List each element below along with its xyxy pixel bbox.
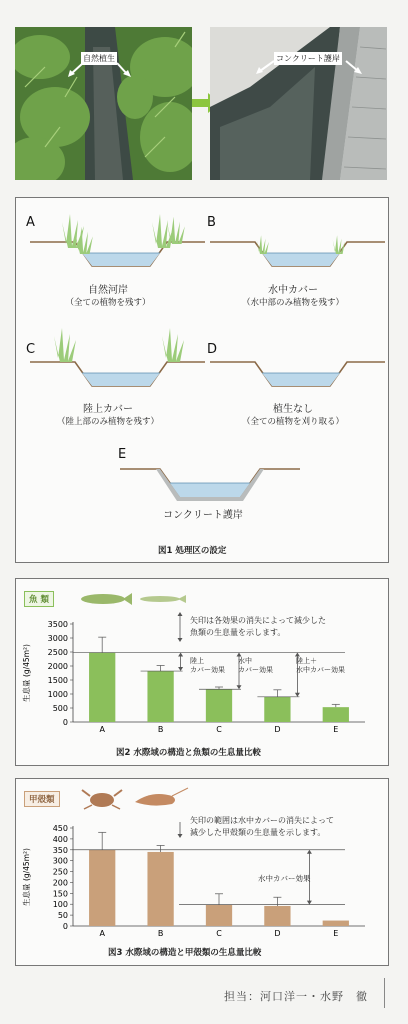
footer-divider (384, 978, 385, 1008)
bar-E (323, 921, 349, 926)
panel-d-desc: （全ての植物を刈り取る） (241, 417, 344, 427)
fish-effect-both-1: 陸上＋ (296, 657, 317, 665)
panel-b-name: 水中カバー (268, 285, 318, 296)
x-tick-label-B: B (157, 725, 164, 734)
crab-chart (15, 822, 387, 942)
fish-effect-water-1: 水中 (238, 657, 252, 665)
x-tick-label-C: C (216, 725, 222, 734)
bar-D (264, 906, 290, 926)
y-tick-label: 0 (62, 718, 68, 727)
y-tick-label: 100 (52, 900, 68, 910)
panel-letter-c: C (26, 342, 36, 357)
crab-water-cover-arrow-head-bottom (307, 901, 312, 905)
panel-c-name: 陸上カバー (83, 404, 133, 415)
panel-letter-b: B (207, 215, 216, 230)
y-tick-label: 1000 (47, 690, 68, 699)
fish-effect-water-2: カバー効果 (238, 666, 273, 674)
concrete-bank-photo (210, 27, 387, 180)
author-credit: 担当：河口洋一・水野 徹 (224, 990, 368, 1003)
bar-A (89, 653, 115, 722)
y-tick-label: 400 (52, 834, 68, 844)
diagram-b (210, 235, 385, 266)
x-tick-label-E: E (333, 929, 339, 938)
crab-shrimp-icon (80, 786, 190, 810)
x-tick-label-E: E (333, 725, 339, 734)
y-tick-label: 50 (57, 911, 68, 921)
water-cover-arrow-head-bottom (237, 685, 242, 689)
bar-B (147, 671, 173, 722)
y-tick-label: 250 (52, 867, 68, 877)
figure1-title: 図1 処理区の設定 (158, 546, 227, 556)
natural-vegetation-photo (15, 27, 192, 180)
panel-e-name: コンクリート護岸 (163, 510, 243, 521)
panel-letter-a: A (26, 215, 35, 230)
crab-tag: 甲殻類 (24, 791, 60, 807)
figure3-title: 図3 水際域の構造と甲殻類の生息量比較 (108, 948, 262, 958)
bar-C (206, 689, 232, 722)
crab-note-line1: 矢印の範囲は水中カバーの消失によって (190, 816, 334, 825)
panel-c-desc: （陸上部のみ植物を残す） (56, 417, 159, 427)
figure2-title: 図2 水際域の構造と魚類の生息量比較 (116, 748, 261, 758)
y-tick-label: 350 (52, 845, 68, 855)
panel-a-name: 自然河岸 (88, 285, 128, 296)
crab-effect-water: 水中カバー効果 (258, 874, 311, 883)
fish-note-arrow-head-top (178, 612, 183, 616)
water-cover-arrow-head-top (237, 653, 242, 657)
crab-water-cover-arrow-head-top (307, 850, 312, 854)
y-tick-label: 3000 (47, 634, 68, 643)
bar-B (147, 852, 173, 926)
panel-letter-d: D (207, 342, 218, 357)
x-tick-label-D: D (274, 725, 281, 734)
land-cover-arrow-head-bottom (178, 667, 183, 671)
fish-note-arrow-head-bottom (178, 638, 183, 642)
natural-vegetation-label: 自然植生 (83, 54, 115, 63)
fish-chart (15, 610, 387, 742)
concrete-label-arrows-icon (250, 58, 370, 78)
concrete-bank-label: コンクリート護岸 (276, 54, 340, 63)
bar-A (89, 850, 115, 926)
diagram-e (120, 469, 300, 501)
both-cover-arrow-head-top (295, 653, 300, 657)
y-tick-label: 500 (52, 704, 68, 713)
y-tick-label: 1500 (47, 676, 68, 685)
fish-effect-land-2: カバー効果 (190, 666, 225, 674)
y-axis-label: 生息量 (g/45m²) (22, 644, 31, 702)
panel-b-desc: （水中部のみ植物を残す） (241, 298, 344, 308)
bar-C (206, 905, 232, 926)
crab-note-line2: 減少した甲殻類の生息量を示します。 (190, 828, 326, 837)
fish-effect-land-1: 陸上 (190, 657, 204, 665)
y-tick-label: 0 (62, 922, 68, 931)
both-cover-arrow-head-bottom (295, 693, 300, 697)
land-cover-arrow-head-top (178, 653, 183, 657)
panel-d-name: 植生なし (273, 404, 313, 415)
fish-effect-both-2: 水中カバー効果 (296, 666, 345, 674)
y-tick-label: 450 (52, 824, 68, 833)
x-tick-label-B: B (157, 929, 164, 938)
fish-note-line2: 魚類の生息量を示します。 (190, 628, 286, 637)
y-tick-label: 200 (52, 878, 68, 888)
diagram-c (30, 328, 205, 386)
x-tick-label-C: C (216, 929, 222, 938)
y-tick-label: 300 (52, 856, 68, 866)
diagram-a (30, 214, 205, 266)
fish-icon (78, 590, 198, 608)
y-tick-label: 150 (52, 889, 68, 899)
crab-note-arrow-head-bottom (178, 834, 183, 838)
panel-letter-e: E (118, 447, 127, 462)
y-tick-label: 2500 (47, 648, 68, 657)
diagram-d (210, 362, 385, 386)
y-tick-label: 2000 (47, 662, 68, 671)
fish-note-line1: 矢印は各効果の消失によって減少した (190, 616, 326, 625)
bar-D (264, 697, 290, 722)
y-axis-label: 生息量 (g/45m²) (22, 848, 31, 906)
label-arrows-icon (65, 60, 135, 80)
x-tick-label-D: D (274, 929, 281, 938)
y-tick-label: 3500 (47, 620, 68, 629)
x-tick-label-A: A (99, 929, 105, 938)
bar-E (323, 707, 349, 722)
x-tick-label-A: A (99, 725, 105, 734)
fish-tag: 魚 類 (24, 591, 54, 607)
panel-a-desc: （全ての植物を残す） (65, 298, 151, 308)
